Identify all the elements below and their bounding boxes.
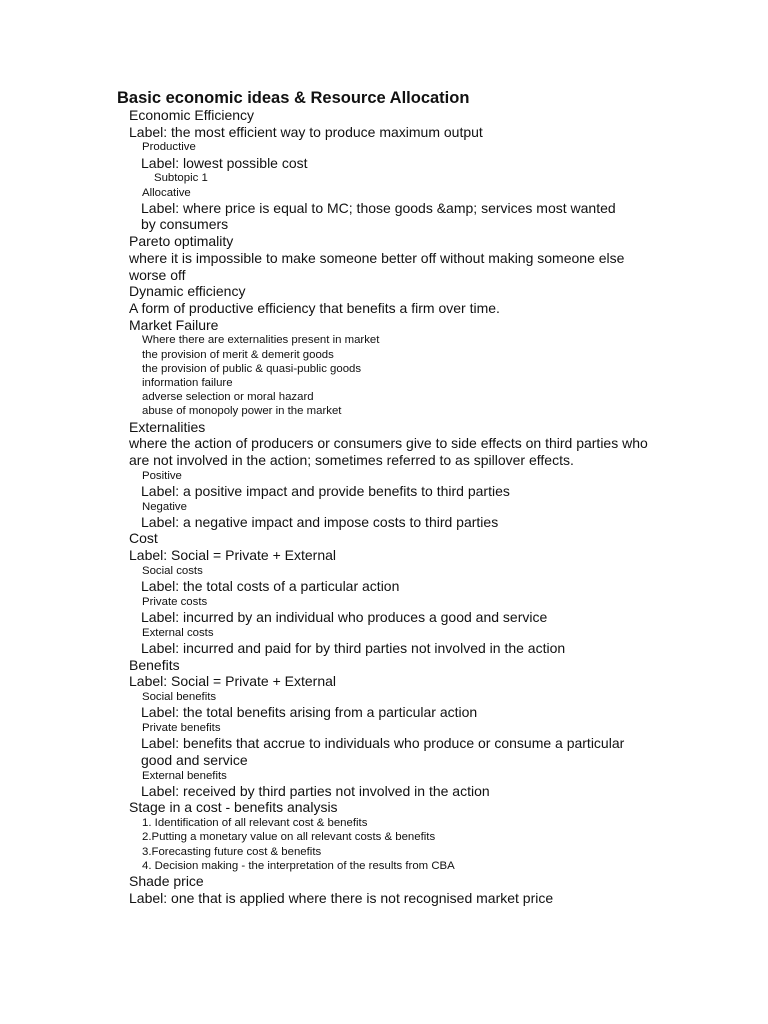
- outline-item: Label: the total benefits arising from a particular action: [141, 704, 478, 721]
- outline-item: Label: lowest possible cost: [141, 154, 308, 171]
- document-page: [0, 88, 768, 906]
- outline-subitem: Social benefits: [142, 691, 217, 704]
- outline-item: Label: a negative impact and impose costs to third parties: [141, 513, 499, 530]
- outline-subitem: information failure: [142, 376, 233, 389]
- outline-item: Shade price: [129, 872, 204, 889]
- outline-item: Stage in a cost - benefits analysis: [129, 799, 338, 816]
- outline-subitem: abuse of monopoly power in the market: [142, 405, 342, 418]
- outline-subitem: External benefits: [142, 769, 227, 782]
- outline-item: Benefits: [129, 656, 180, 673]
- outline-item: Economic Efficiency: [129, 107, 255, 123]
- outline-subitem: adverse selection or moral hazard: [142, 391, 314, 404]
- outline-item: Label: benefits that accrue to individuals who produce or consume a particular good and service: [141, 735, 625, 768]
- outline-item: Label: received by third parties not involved in the action: [141, 782, 490, 799]
- outline-subitem: 1. Identification of all relevant cost & benefits: [142, 817, 368, 830]
- outline-subitem: External costs: [142, 626, 214, 639]
- outline-subitem: the provision of public & quasi-public goods: [142, 362, 362, 375]
- outline-subitem: 2.Putting a monetary value on all relevant costs & benefits: [142, 831, 436, 844]
- outline-item: Market Failure: [129, 316, 219, 333]
- outline-item: where it is impossible to make someone better off without making someone else worse off: [129, 249, 625, 283]
- outline-item: Label: incurred by an individual who produces a good and service: [141, 609, 548, 625]
- outline-subitem: the provision of merit & demerit goods: [142, 348, 334, 361]
- outline-item: Label: the most efficient way to produce maximum output: [129, 123, 483, 140]
- outline-item: A form of productive efficiency that benefits a firm over time.: [129, 299, 500, 316]
- outline-subitem: Positive: [142, 469, 182, 482]
- outline-subitem: Private costs: [142, 595, 208, 608]
- outline-item: Label: the total costs of a particular action: [141, 578, 400, 595]
- outline-item: Pareto optimality: [129, 233, 234, 250]
- outline-subitem: Productive: [142, 141, 196, 154]
- outline-list: [0, 107, 768, 906]
- outline-item: Externalities: [129, 418, 206, 435]
- outline-subitem: 3.Forecasting future cost & benefits: [142, 845, 322, 858]
- outline-item: Cost: [129, 530, 158, 547]
- outline-subitem: Social costs: [142, 564, 203, 577]
- outline-item: Label: a positive impact and provide benefits to third parties: [141, 482, 510, 499]
- outline-subitem: Where there are externalities present in market: [142, 334, 380, 347]
- outline-item: where the action of producers or consumers give to side effects on third parties who are not involved in the action; sometimes referred to as spillover effects.: [129, 435, 648, 468]
- outline-subitem: 4. Decision making - the interpretation of the results from CBA: [142, 859, 455, 872]
- outline-item: Label: where price is equal to MC; those goods &amp; services most wanted by consumers: [141, 199, 616, 233]
- outline-item: Label: one that is applied where there is not recognised market price: [129, 889, 554, 906]
- outline-subitem: Negative: [142, 500, 187, 513]
- outline-subitem: Subtopic 1: [154, 172, 208, 185]
- outline-item: Dynamic efficiency: [129, 283, 246, 300]
- outline-subitem: Allocative: [142, 186, 191, 199]
- outline-item: Label: Social = Private + External: [129, 673, 337, 690]
- document-title: Basic economic ideas & Resource Allocation: [117, 89, 470, 107]
- outline-subitem: Private benefits: [142, 721, 221, 734]
- outline-item: Label: Social = Private + External: [129, 547, 337, 564]
- outline-item: Label: incurred and paid for by third parties not involved in the action: [141, 639, 566, 656]
